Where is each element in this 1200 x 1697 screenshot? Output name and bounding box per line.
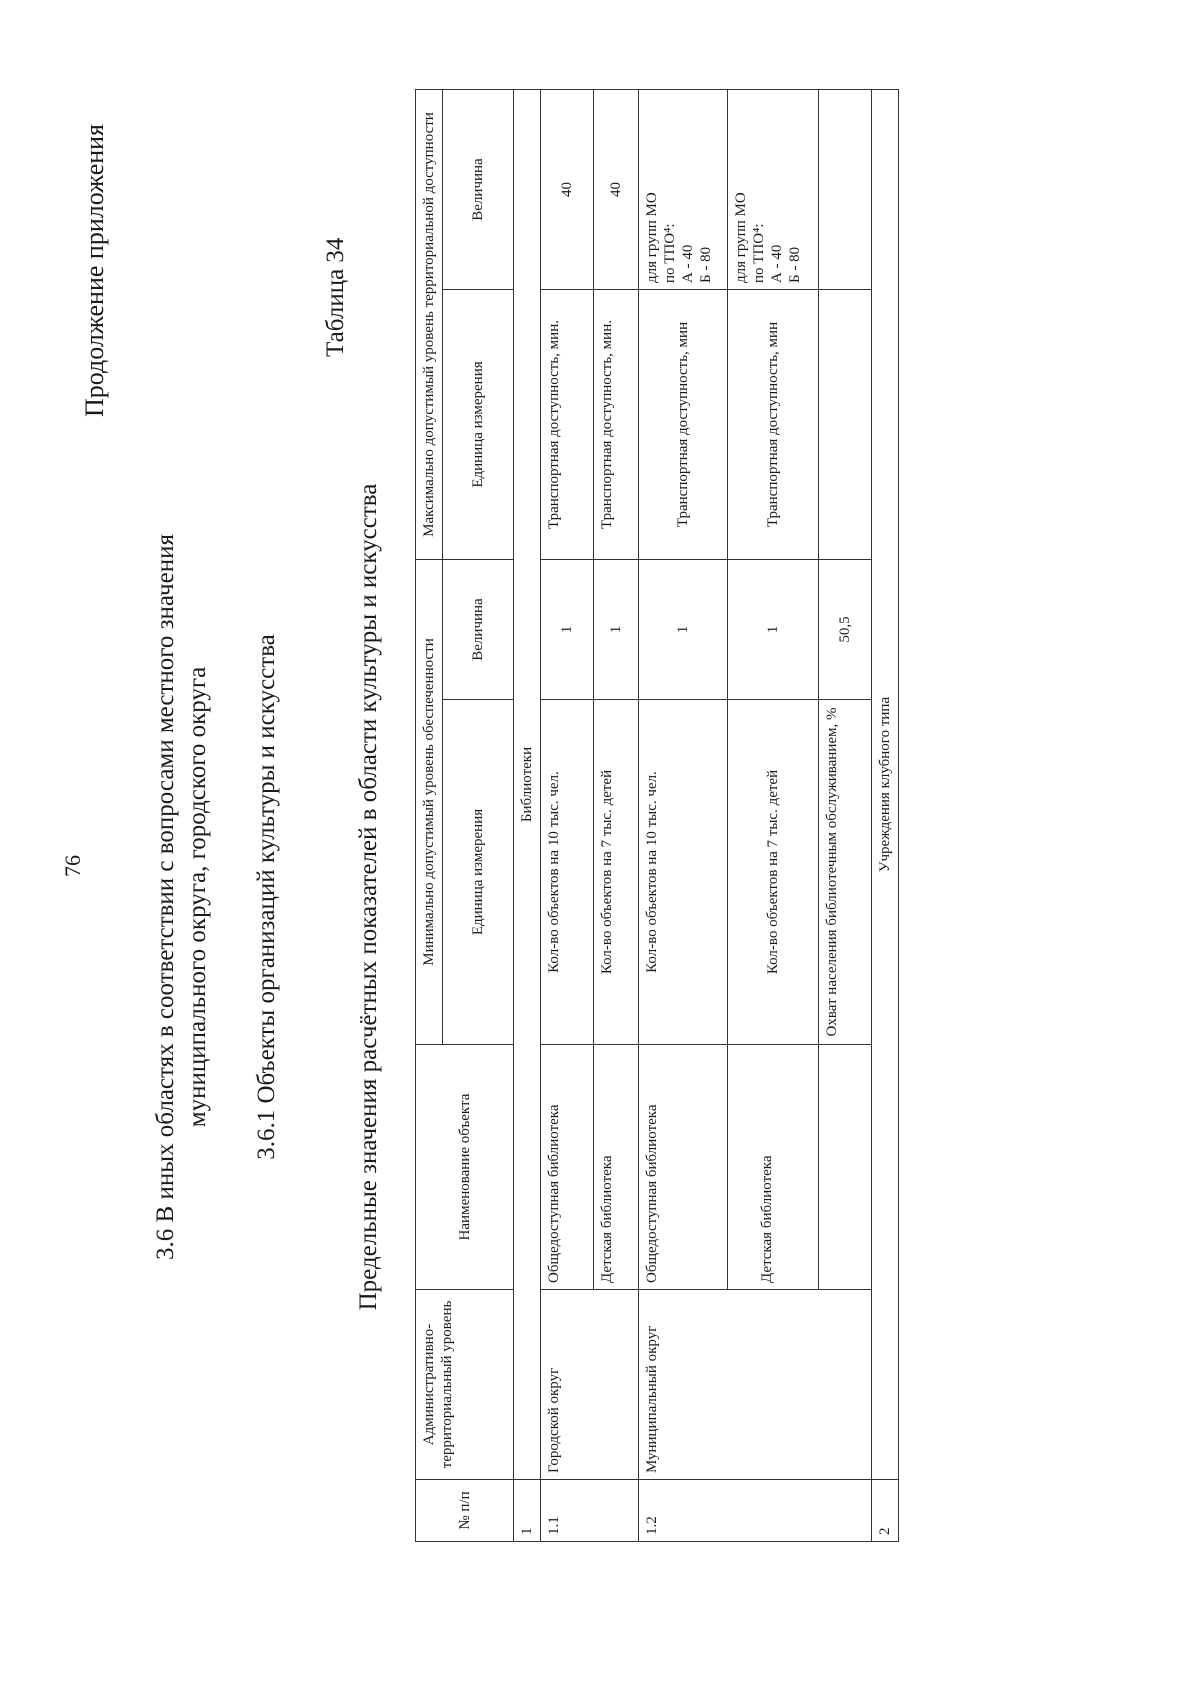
table-cell-max-unit: Транспортная доступность, мин — [639, 290, 728, 560]
table-cell-max-value — [728, 89, 819, 289]
section-title-line1: 3.6 В иных областях в соответствии с вопросами местного значения — [152, 534, 179, 1260]
max-value-line: Б - 80 — [787, 246, 803, 283]
header-object: Наименование объекта — [416, 1045, 514, 1290]
page-number: 76 — [60, 855, 85, 877]
table-cell-object: Детская библиотека — [594, 1045, 639, 1290]
table-cell-object: Детская библиотека — [728, 1045, 819, 1290]
table-cell-num: 1.1 — [541, 1480, 639, 1542]
table-cell-max-unit: Транспортная доступность, мин. — [594, 290, 639, 560]
table-cell-max-unit: Транспортная доступность, мин. — [541, 290, 594, 560]
max-value-line: А - 40 — [680, 244, 696, 283]
table-cell-object: Общедоступная библиотека — [541, 1045, 594, 1290]
max-value-line: по ТПО⁴: — [751, 223, 767, 283]
table-cell-min-value: 1 — [541, 560, 594, 700]
table-cell-min-unit: Охват населения библиотечным обслуживанием, % — [819, 700, 872, 1045]
table-cell-max-unit — [819, 290, 872, 560]
table-cell-num: 2 — [872, 1480, 899, 1542]
table-cell-max-value — [639, 89, 728, 289]
subsection-title: 3.6.1 Объекты организаций культуры и искусства — [253, 634, 280, 1160]
indicators-table — [415, 90, 899, 1542]
max-value-line: Б - 80 — [698, 246, 714, 283]
table-cell-min-unit: Кол-во объектов на 7 тыс. детей — [728, 700, 819, 1045]
max-value-line: для групп МО — [733, 192, 749, 283]
table-cell-max-unit: Транспортная доступность, мин — [728, 290, 819, 560]
table-cell-level: Городской округ — [541, 1290, 639, 1480]
table-row — [541, 89, 594, 1541]
table-cell-min-value: 1 — [639, 560, 728, 700]
table-cell-min-unit: Кол-во объектов на 7 тыс. детей — [594, 700, 639, 1045]
table-cell-min-unit: Кол-во объектов на 10 тыс. чел. — [541, 700, 594, 1045]
table-cell-level: Муниципальный округ — [639, 1290, 872, 1480]
continuation-note: Продолжение приложения — [80, 123, 109, 417]
table-cell-max-value: 40 — [594, 89, 639, 289]
section-title-line2: муниципального округа, городского округа — [184, 666, 211, 1128]
table-cell-max-value — [819, 89, 872, 289]
header-max-group: Максимально допустимый уровень территориальной доступности — [416, 89, 443, 559]
header-level: Административно-территориальный уровень — [416, 1290, 514, 1480]
header-min-group: Минимально допустимый уровень обеспеченности — [416, 560, 443, 1045]
table-cell-num: 1.2 — [639, 1480, 872, 1542]
table-cell-min-unit: Кол-во объектов на 10 тыс. чел. — [639, 700, 728, 1045]
max-value-line: для групп МО — [644, 192, 660, 283]
table-cell-object: Общедоступная библиотека — [639, 1045, 728, 1290]
section-row-libraries — [514, 89, 541, 1541]
table-cell-max-value: 40 — [541, 89, 594, 289]
table-number: Таблица 34 — [322, 237, 349, 357]
table-cell-num: 1 — [514, 1480, 541, 1542]
table-cell-object — [819, 1045, 872, 1290]
table-cell-min-value: 1 — [728, 560, 819, 700]
table-cell-min-value: 1 — [594, 560, 639, 700]
header-num: № п/п — [416, 1480, 514, 1542]
header-min-unit: Единица измерения — [443, 700, 514, 1045]
max-value-line: А - 40 — [769, 244, 785, 283]
table-title: Предельные значения расчётных показателей в области культуры и искусства — [355, 483, 382, 1311]
header-max-value: Величина — [443, 89, 514, 289]
max-value-line: по ТПО⁴: — [662, 223, 678, 283]
header-row-1 — [416, 89, 443, 1541]
table-cell-min-value: 50,5 — [819, 560, 872, 700]
header-max-unit: Единица измерения — [443, 290, 514, 560]
table-row — [639, 89, 728, 1541]
header-min-value: Величина — [443, 560, 514, 700]
section-title — [150, 247, 214, 1547]
section-title-libraries: Библиотеки — [514, 89, 541, 1479]
section-row-clubs — [872, 89, 899, 1541]
section-title-clubs: Учреждения клубного типа — [872, 89, 899, 1479]
